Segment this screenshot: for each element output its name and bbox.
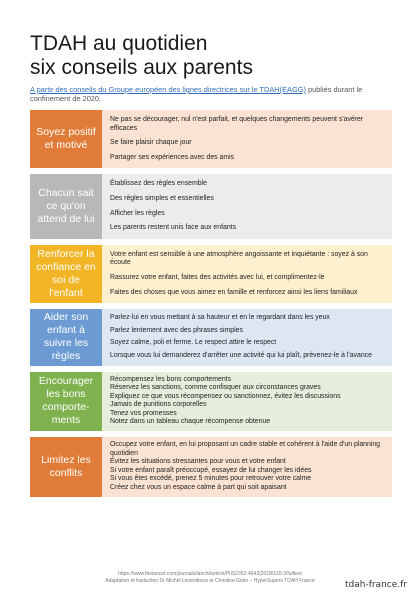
- list-item: Expliquez ce que vous récompensez ou sanctionnez, évitez les discussions: [110, 392, 341, 400]
- list-item: Afficher les règles: [110, 209, 165, 217]
- section-label: Renforcer la confiance en soi de l'enfant: [30, 245, 102, 303]
- list-item: Les parents restent unis face aux enfants: [110, 224, 237, 232]
- list-item: Ne pas se décourager, nul n'est parfait, et quelques changements peuvent s'avérer efficaces: [110, 116, 364, 132]
- list-item: Se faire plaisir chaque jour: [110, 139, 192, 147]
- section-label: Limitez les conflits: [30, 437, 102, 497]
- section-label: Chacun sait ce qu'on attend de lui: [30, 174, 102, 238]
- list-item: Établissez des règles ensemble: [110, 180, 207, 188]
- section-follow-rules: [30, 309, 392, 365]
- adaptation-credit: Adaptation et traduction Dr Michel Lecendreux et Christine Gétin – HyperSupers TDAH France: [105, 578, 315, 584]
- list-item: Réservez les sanctions, comme confisquer aux circonstances graves: [110, 384, 321, 392]
- title-line-1: TDAH au quotidien: [30, 32, 208, 55]
- section-confidence: [30, 245, 392, 303]
- section-positive: [30, 110, 392, 168]
- list-item: Créez chez vous un espace calme à part qui soit apaisant: [110, 484, 287, 492]
- list-item: Votre enfant est sensible à une atmosphère angoissante et inquiétante : soyez à son écoute: [110, 250, 368, 267]
- list-item: Occupez votre enfant, en lui proposant un cadre stable et cohérent à l'aide d'un planning quotidien: [110, 441, 381, 457]
- intro-suffix: publiés durant le confinement de 2020.: [30, 85, 363, 103]
- source-url: https://www.thelancet.com/journals/lanchi/article/PIIS2352-4642(20)30110-3/fulltext: [118, 571, 302, 577]
- list-item: Des règles simples et essentielles: [110, 194, 214, 202]
- section-items: [102, 110, 392, 168]
- section-items: [102, 309, 392, 365]
- advice-list: [30, 110, 392, 503]
- footer-credits: [80, 571, 340, 585]
- eagg-link[interactable]: A partir des conseils du Groupe européen des lignes directrices sur le TDAH(EAGG): [30, 85, 306, 94]
- section-items: [102, 174, 392, 238]
- intro-text: [30, 85, 380, 103]
- section-label: Aider son enfant à suivre les règles: [30, 309, 102, 365]
- section-label: Encourager les bons comporte-ments: [30, 372, 102, 432]
- section-behaviour: [30, 372, 392, 432]
- section-items: [102, 437, 392, 497]
- section-items: [102, 245, 392, 303]
- list-item: Évitez les situations stressantes pour vous et votre enfant: [110, 458, 286, 466]
- list-item: Récompensez les bons comportements: [110, 375, 232, 383]
- brand-watermark: tdah-france.fr: [344, 580, 407, 590]
- page-title: [30, 32, 390, 80]
- list-item: Si votre enfant paraît préoccupé, essayez de lui changer les idées: [110, 466, 312, 474]
- list-item: Rassurez votre enfant, faites des activités avec lui, et complimentez-le: [110, 273, 325, 281]
- list-item: Notez dans un tableau chaque récompense obtenue: [110, 418, 271, 426]
- list-item: Lorsque vous lui demanderez d'arrêter une activité qui lui plaît, prévenez-le à l'avance: [110, 351, 372, 359]
- list-item: Jamais de punitions corporelles: [110, 401, 207, 409]
- list-item: Si vous êtes excédé, prenez 5 minutes pour retrouver votre calme: [110, 475, 312, 483]
- list-item: Partager ses expériences avec des amis: [110, 153, 235, 161]
- list-item: Soyez calme, poli et ferme. Le respect attire le respect: [110, 339, 277, 347]
- section-rules: [30, 174, 392, 238]
- section-conflicts: [30, 437, 392, 497]
- list-item: Faites des choses que vous aimez en famille et renforcez ainsi les liens familiaux: [110, 288, 358, 296]
- list-item: Parlez-lui en vous mettant à sa hauteur et en le regardant dans les yeux: [110, 314, 330, 322]
- section-label: Soyez positif et motivé: [30, 110, 102, 168]
- title-line-2: six conseils aux parents: [30, 56, 253, 79]
- list-item: Parlez lentement avec des phrases simples: [110, 326, 243, 334]
- list-item: Tenez vos promesses: [110, 409, 177, 417]
- section-items: [102, 372, 392, 432]
